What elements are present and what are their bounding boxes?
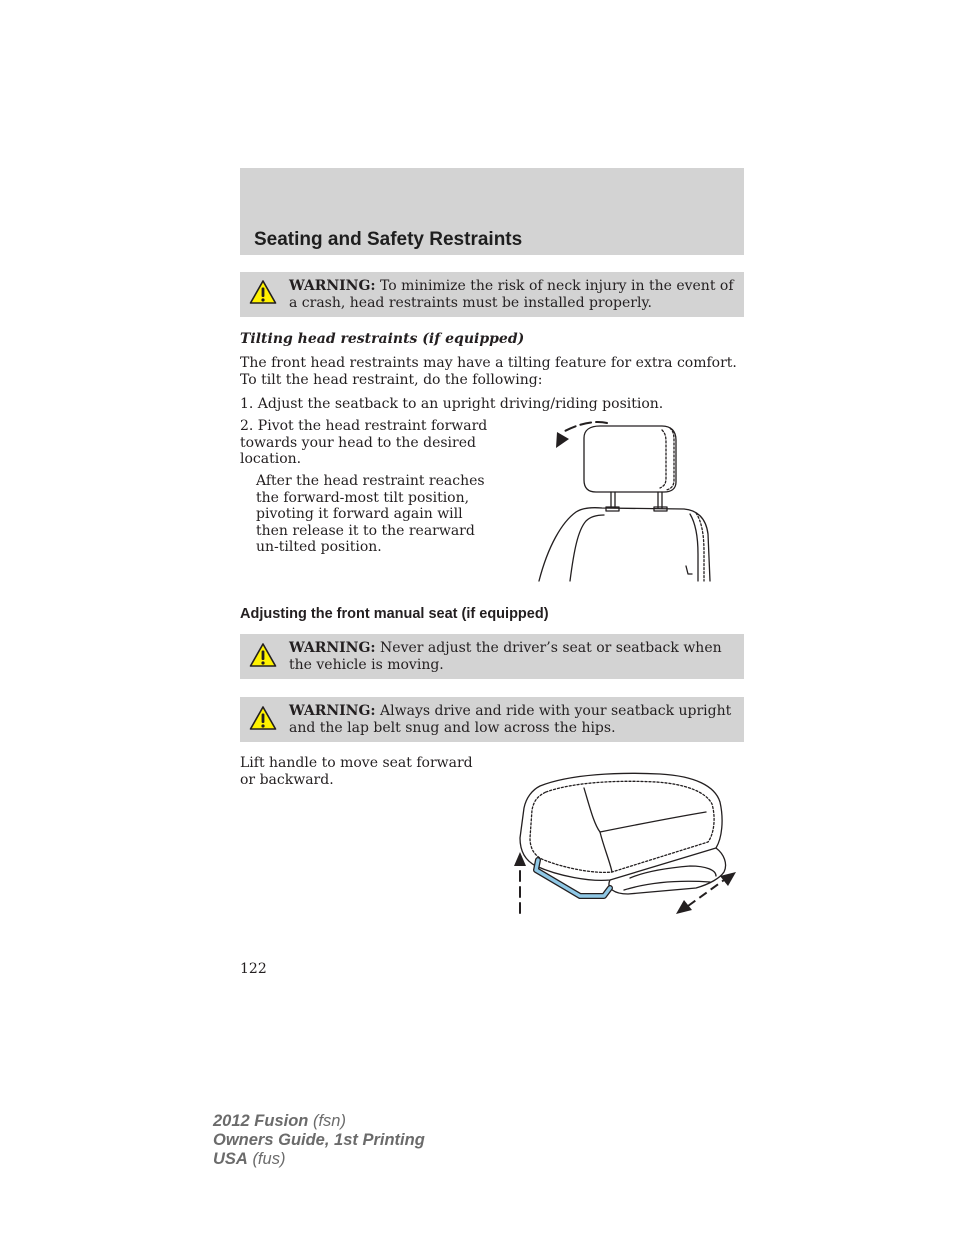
warning-text: Never adjust the driver’s seat or seatback when the vehicle is moving. xyxy=(289,640,722,673)
warning-text: To minimize the risk of neck injury in the event of a crash, head restraints must be installed properly. xyxy=(289,278,734,311)
footer-edition: Owners Guide, 1st Printing xyxy=(213,1131,425,1149)
warning-label: WARNING: xyxy=(289,703,376,719)
warning-box xyxy=(240,697,744,742)
warning-triangle-icon xyxy=(249,705,277,731)
page-title: Seating and Safety Restraints xyxy=(254,229,523,250)
warning-box xyxy=(240,272,744,317)
step-1: 1. Adjust the seatback to an upright driving/riding position. xyxy=(240,396,664,412)
warning-box xyxy=(240,634,744,679)
warning-label: WARNING: xyxy=(289,640,376,656)
footer-market: USA xyxy=(213,1150,248,1168)
seat-heading: Adjusting the front manual seat (if equipped) xyxy=(240,606,549,622)
step-2: 2. Pivot the head restraint forward towards your head to the desired location. xyxy=(240,418,488,468)
warning-triangle-icon xyxy=(249,642,277,668)
footer-market-code: (fus) xyxy=(252,1150,286,1168)
step-2-note: After the head restraint reaches the forward-most tilt position, pivoting it forward again will then release it to the rearward un-tilted position. xyxy=(256,473,485,556)
warning-label: WARNING: xyxy=(289,278,376,294)
tilting-intro: The front head restraints may have a tilting feature for extra comfort. To tilt the head restraint, do the following: xyxy=(240,355,737,388)
footer-model: 2012 Fusion xyxy=(213,1112,309,1130)
warning-triangle-icon xyxy=(249,279,277,305)
page-number: 122 xyxy=(240,961,267,977)
warning-text: Always drive and ride with your seatback upright and the lap belt snug and low across the hips. xyxy=(289,703,732,736)
footer-model-code: (fsn) xyxy=(312,1112,346,1130)
head-restraint-tilt-illustration xyxy=(534,418,716,584)
seat-text: Lift handle to move seat forward or backward. xyxy=(240,755,473,788)
document-footer xyxy=(213,1112,425,1169)
tilting-heading: Tilting head restraints (if equipped) xyxy=(240,331,525,347)
manual-seat-adjust-illustration xyxy=(510,768,742,920)
